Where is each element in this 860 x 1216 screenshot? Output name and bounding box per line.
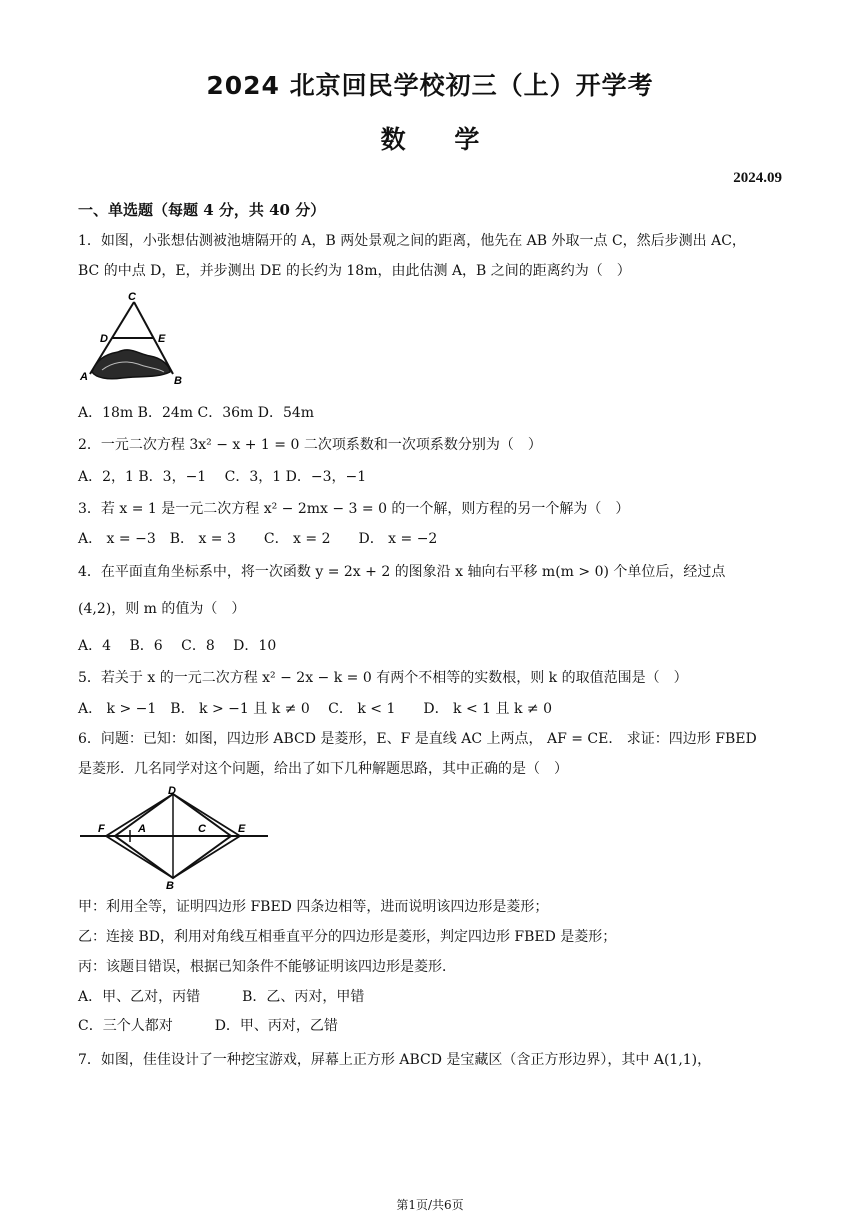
- section-heading: 一、单选题（每题 4 分，共 40 分）: [78, 201, 326, 219]
- q6-statement-bing: 丙：该题目错误，根据已知条件不能够证明该四边形是菱形．: [78, 959, 456, 975]
- fig2-label-e: E: [238, 823, 246, 835]
- exam-date: 2024.09: [733, 170, 782, 186]
- q6-statement-yi: 乙：连接 BD，利用对角线互相垂直平分的四边形是菱形，判定四边形 FBED 是菱形；: [78, 929, 617, 945]
- page-footer: 第1页/共6页: [396, 1198, 464, 1212]
- q2-options: A．2，1 B．3，−1 C．3，1 D．−3，−1: [78, 469, 367, 485]
- q5-options: A． k > −1 B． k > −1 且 k ≠ 0 C． k < 1 D． k < 1 且 k ≠ 0: [78, 701, 552, 717]
- q4-stem-line1: 4．在平面直角坐标系中，将一次函数 y = 2x + 2 的图象沿 x 轴向右平移 m(m > 0) 个单位后，经过点: [78, 564, 726, 580]
- q4-stem-line2: (4,2)，则 m 的值为（ ）: [78, 601, 246, 617]
- fig1-label-b: B: [174, 375, 182, 387]
- fig1-label-c: C: [128, 291, 136, 303]
- q3-options: A． x = −3 B． x = 3 C． x = 2 D． x = −2: [78, 531, 438, 547]
- q7-stem-line1: 7．如图，佳佳设计了一种挖宝游戏，屏幕上正方形 ABCD 是宝藏区（含正方形边界），其中 A(1,1)，: [78, 1052, 712, 1068]
- fig1-label-a: A: [80, 371, 88, 383]
- q1-triangle-figure: [78, 288, 188, 390]
- q4-options: A．4 B．6 C．8 D．10: [78, 638, 277, 654]
- page-title: 2024 北京回民学校初三（上）开学考: [206, 71, 654, 100]
- q6-options-cd: C．三个人都对 D．甲、丙对，乙错: [78, 1018, 338, 1034]
- fig2-label-f: F: [98, 823, 105, 835]
- fig2-label-b: B: [166, 880, 174, 892]
- q6-rhombus-figure: [78, 784, 273, 892]
- q1-stem-line1: 1．如图，小张想估测被池塘隔开的 A，B 两处景观之间的距离，他先在 AB 外取一点 C，然后步测出 AC，: [78, 233, 746, 249]
- fig2-label-c: C: [198, 823, 206, 835]
- fig1-pond: [92, 350, 170, 379]
- q6-options-ab: A．甲、乙对，丙错 B．乙、丙对，甲错: [78, 989, 365, 1005]
- q6-stem-line1: 6．问题：已知：如图，四边形 ABCD 是菱形，E、F 是直线 AC 上两点， AF = CE． 求证：四边形 FBED: [78, 731, 757, 747]
- q1-options: A．18m B．24m C．36m D．54m: [78, 405, 315, 421]
- fig2-label-a: A: [138, 823, 146, 835]
- q6-statement-jia: 甲：利用全等，证明四边形 FBED 四条边相等，进而说明该四边形是菱形；: [78, 899, 549, 915]
- q6-stem-line2: 是菱形．几名同学对这个问题，给出了如下几种解题思路，其中正确的是（ ）: [78, 761, 568, 777]
- q1-stem-line2: BC 的中点 D，E，并步测出 DE 的长约为 18m，由此估测 A，B 之间的距离约为（ ）: [78, 263, 631, 279]
- fig1-label-e: E: [158, 333, 166, 345]
- q2-stem: 2．一元二次方程 3x² − x + 1 = 0 二次项系数和一次项系数分别为（ ）: [78, 437, 542, 453]
- subject-title: 数 学: [380, 125, 480, 154]
- fig1-label-d: D: [100, 333, 108, 345]
- q5-stem: 5．若关于 x 的一元二次方程 x² − 2x − k = 0 有两个不相等的实数根，则 k 的取值范围是（ ）: [78, 670, 688, 686]
- q3-stem: 3．若 x = 1 是一元二次方程 x² − 2mx − 3 = 0 的一个解，则方程的另一个解为（ ）: [78, 501, 630, 517]
- fig2-label-d: D: [168, 785, 176, 797]
